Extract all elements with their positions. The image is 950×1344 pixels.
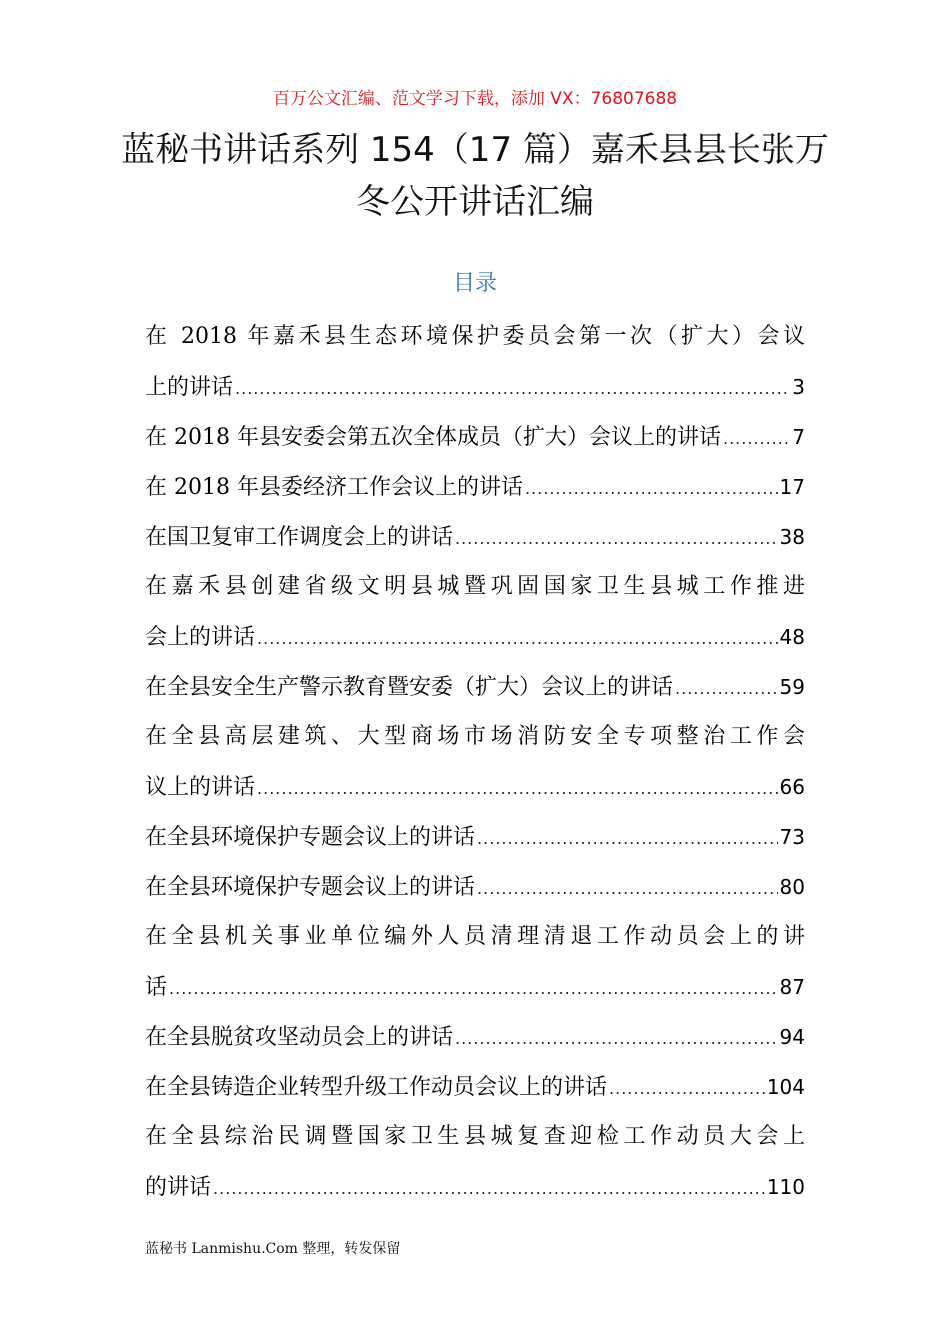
toc-entry[interactable] xyxy=(145,362,805,412)
toc-entry[interactable] xyxy=(145,1062,805,1112)
document-title: 蓝秘书讲话系列 154（17 篇）嘉禾县县长张万冬公开讲话汇编 xyxy=(121,130,829,222)
toc-entry[interactable] xyxy=(145,412,805,462)
toc-page-number: 73 xyxy=(779,825,805,849)
toc-entry-title-line[interactable]: 在全县机关事业单位编外人员清理清退工作动员会上的讲 xyxy=(145,924,805,949)
toc-entry[interactable] xyxy=(145,612,805,662)
toc-entry-title: 上的讲话 xyxy=(145,375,234,400)
toc-dot-leader xyxy=(609,1064,765,1112)
toc-page-number: 7 xyxy=(792,425,805,449)
toc-entry-title-line[interactable]: 在嘉禾县创建省级文明县城暨巩固国家卫生县城工作推进 xyxy=(145,574,805,599)
toc-entry-title: 议上的讲话 xyxy=(145,775,256,800)
toc-page-number: 48 xyxy=(779,625,805,649)
toc-dot-leader xyxy=(723,414,790,462)
toc-dot-leader xyxy=(455,514,778,562)
toc-entry-title: 会上的讲话 xyxy=(145,625,256,650)
footer-note: 蓝秘书 Lanmishu.Com 整理，转发保留 xyxy=(145,1241,401,1257)
toc-page-number: 87 xyxy=(779,975,805,999)
toc-entry-title: 在 2018 年县委经济工作会议上的讲话 xyxy=(145,475,523,500)
toc-page-number: 66 xyxy=(779,775,805,799)
toc-entry-title: 在 2018 年县安委会第五次全体成员（扩大）会议上的讲话 xyxy=(145,425,721,450)
toc-entry-title: 在国卫复审工作调度会上的讲话 xyxy=(145,525,454,550)
toc-entry[interactable] xyxy=(145,512,805,562)
toc-entry-title: 在全县脱贫攻坚动员会上的讲话 xyxy=(145,1025,454,1050)
toc-dot-leader xyxy=(213,1164,765,1212)
toc-page-number: 110 xyxy=(766,1175,805,1199)
toc-entry[interactable] xyxy=(145,962,805,1012)
toc-entry-title: 话 xyxy=(145,975,168,1000)
toc-dot-leader xyxy=(455,1014,778,1062)
toc-entry-title: 的讲话 xyxy=(145,1175,212,1200)
toc-dot-leader xyxy=(257,614,778,662)
toc-dot-leader xyxy=(675,664,778,712)
toc-entry[interactable] xyxy=(145,462,805,512)
toc-entry-title: 在全县安全生产警示教育暨安委（扩大）会议上的讲话 xyxy=(145,675,674,700)
toc-entry[interactable] xyxy=(145,862,805,912)
toc-entry-title: 在全县环境保护专题会议上的讲话 xyxy=(145,875,476,900)
toc-dot-leader xyxy=(235,364,790,412)
toc-page-number: 94 xyxy=(779,1025,805,1049)
toc-heading: 目录 xyxy=(452,271,497,296)
toc-dot-leader xyxy=(257,764,778,812)
toc-page-number: 38 xyxy=(779,525,805,549)
toc-entry[interactable] xyxy=(145,662,805,712)
toc-entry[interactable] xyxy=(145,762,805,812)
toc-entry-title: 在全县环境保护专题会议上的讲话 xyxy=(145,825,476,850)
toc-entry-title-line[interactable]: 在 2018 年嘉禾县生态环境保护委员会第一次（扩大）会议 xyxy=(145,324,805,349)
toc-page-number: 3 xyxy=(792,375,805,399)
toc-entry-title-line[interactable]: 在全县综治民调暨国家卫生县城复查迎检工作动员大会上 xyxy=(145,1124,805,1149)
toc-entry[interactable] xyxy=(145,812,805,862)
toc-entry[interactable] xyxy=(145,1012,805,1062)
toc-dot-leader xyxy=(477,814,778,862)
toc-page-number: 80 xyxy=(779,875,805,899)
toc-dot-leader xyxy=(169,964,778,1012)
toc-entry[interactable] xyxy=(145,1162,805,1212)
toc-entry-title: 在全县铸造企业转型升级工作动员会议上的讲话 xyxy=(145,1075,608,1100)
toc-entry-title-line[interactable]: 在全县高层建筑、大型商场市场消防安全专项整治工作会 xyxy=(145,724,805,749)
table-of-contents xyxy=(145,312,805,1212)
toc-page-number: 104 xyxy=(766,1075,805,1099)
toc-dot-leader xyxy=(525,464,778,512)
toc-dot-leader xyxy=(477,864,778,912)
toc-page-number: 17 xyxy=(779,475,805,499)
toc-page-number: 59 xyxy=(779,675,805,699)
header-contact-note: 百万公文汇编、范文学习下载，添加 VX：76807688 xyxy=(272,89,678,109)
